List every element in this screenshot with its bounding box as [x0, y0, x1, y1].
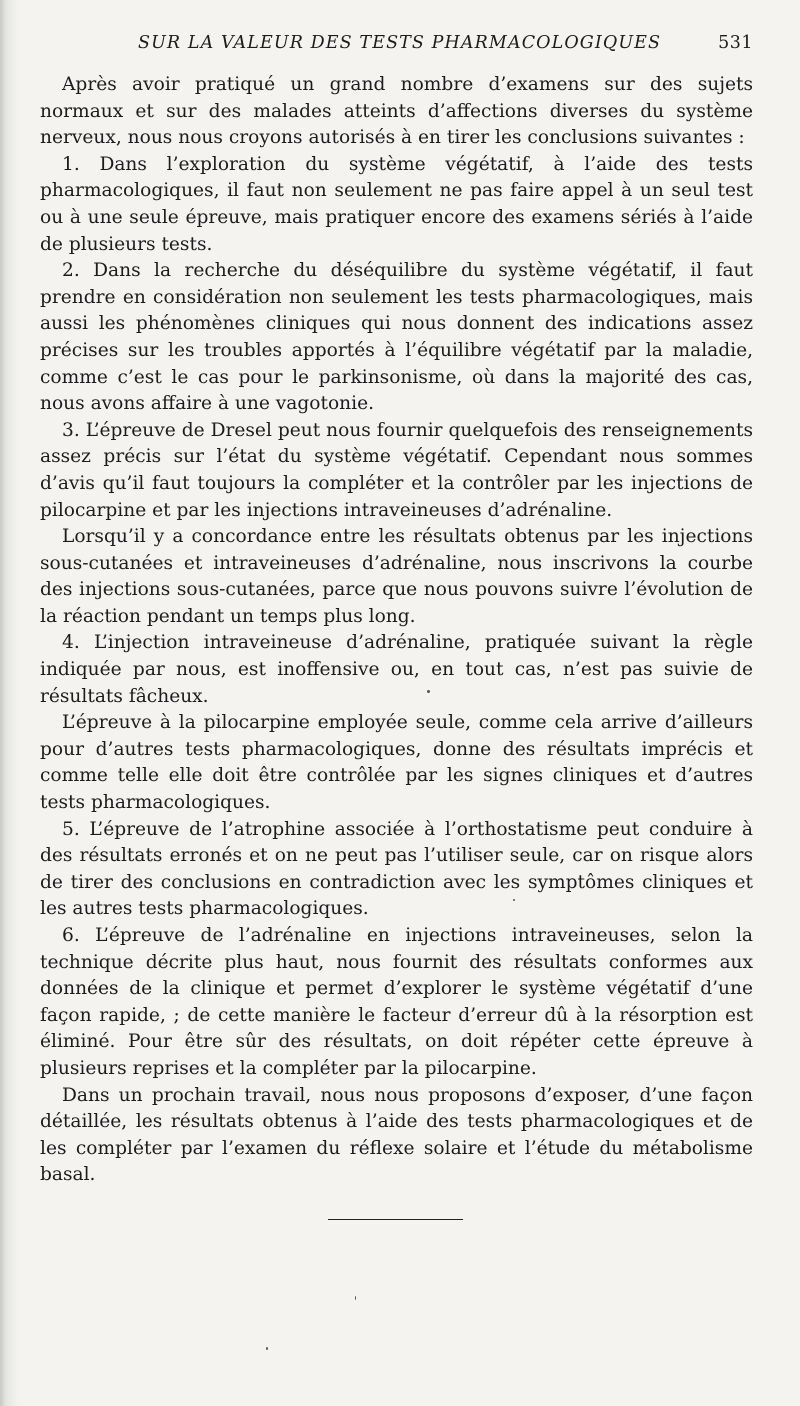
running-title: SUR LA VALEUR DES TESTS PHARMACOLOGIQUES: [138, 33, 662, 53]
paper-speck: [427, 690, 430, 693]
paragraph-conclusion-1: 1. Dans l’exploration du système végétatif, à l’aide des tests pharmacologiques, il faut non seulement ne pas faire appel à un seul test ou à une seule épreuve, mais pratiquer encore des examens sériés à l’aide de plusieurs tests.: [40, 153, 753, 255]
paper-speck: [266, 1347, 268, 1350]
paragraph-conclusion-3: 3. L’épreuve de Dresel peut nous fournir quelquefois des renseignements assez précis sur l’état du système végétatif. Cependant nous sommes d’avis qu’il faut toujours la compléter et la contrôler par les injections de pilocarpine et par les injections intraveineuses d’adrénaline.: [40, 419, 753, 521]
paragraph-intro: Après avoir pratiqué un grand nombre d’examens sur des sujets normaux et sur des malades atteints d’affections diverses du système nerveux, nous nous croyons autorisés à en tirer les conclusions suivantes :: [40, 74, 753, 149]
paragraph-conclusion-6: 6. L’épreuve de l’adrénaline en injections intraveineuses, selon la technique décrite plus haut, nous fournit des résultats conformes aux données de la clinique et permet d’explorer le système végétatif d’une façon rapide, ; de cette manière le facteur d’erreur dû à la résorption est éliminé. Pour être sûr des résultats, on doit répéter cette épreuve à plusieurs reprises et la compléter par la pilocarpine.: [40, 925, 753, 1079]
paragraph-pilocarpine: L’épreuve à la pilocarpine employée seule, comme cela arrive d’ailleurs pour d’autres tests pharmacologiques, donne des résultats imprécis et comme telle elle doit être contrôlée par les signes cliniques et d’autres tests pharmacologiques.: [40, 712, 753, 814]
running-header: [138, 33, 753, 57]
paragraph-conclusion-2: 2. Dans la recherche du déséquilibre du système végétatif, il faut prendre en considération non seulement les tests pharmacologiques, mais aussi les phénomènes cliniques qui nous donnent des indications assez précises sur les troubles apportés à l’équilibre végétatif par la maladie, comme c’est le cas pour le parkinsonisme, où dans la majorité des cas, nous avons affaire à une vagotonie.: [40, 260, 753, 415]
paragraph-conclusion-5: 5. L’épreuve de l’atrophine associée à l’orthostatisme peut conduire à des résultats erronés et on ne peut pas l’utiliser seule, car on risque alors de tirer des conclusions en contradiction avec les symptômes cliniques et les autres tests pharmacologiques.: [40, 818, 753, 920]
paper-speck: [513, 899, 515, 901]
end-rule: [328, 1219, 463, 1220]
paragraph-concordance: Lorsqu’il y a concordance entre les résultats obtenus par les injections sous-cutanées et intraveineuses d’adrénaline, nous inscrivons la courbe des injections sous-cutanées, parce que nous pouvons suivre l’évolution de la réaction pendant un temps plus long.: [40, 526, 753, 627]
page-number: 531: [718, 33, 753, 53]
paragraph-closing: Dans un prochain travail, nous nous proposons d’exposer, d’une façon détaillée, les résultats obtenus à l’aide des tests pharmacologiques et de les compléter par l’examen du réflexe solaire et l’étude du métabolisme basal.: [40, 1084, 753, 1186]
paragraph-conclusion-4: 4. L’injection intraveineuse d’adrénaline, pratiquée suivant la règle indiquée par nous, est inoffensive ou, en tout cas, n’est pas suivie de résultats fâcheux.: [40, 632, 753, 707]
body-text: [40, 72, 753, 1189]
paper-speck: [355, 1296, 356, 1300]
